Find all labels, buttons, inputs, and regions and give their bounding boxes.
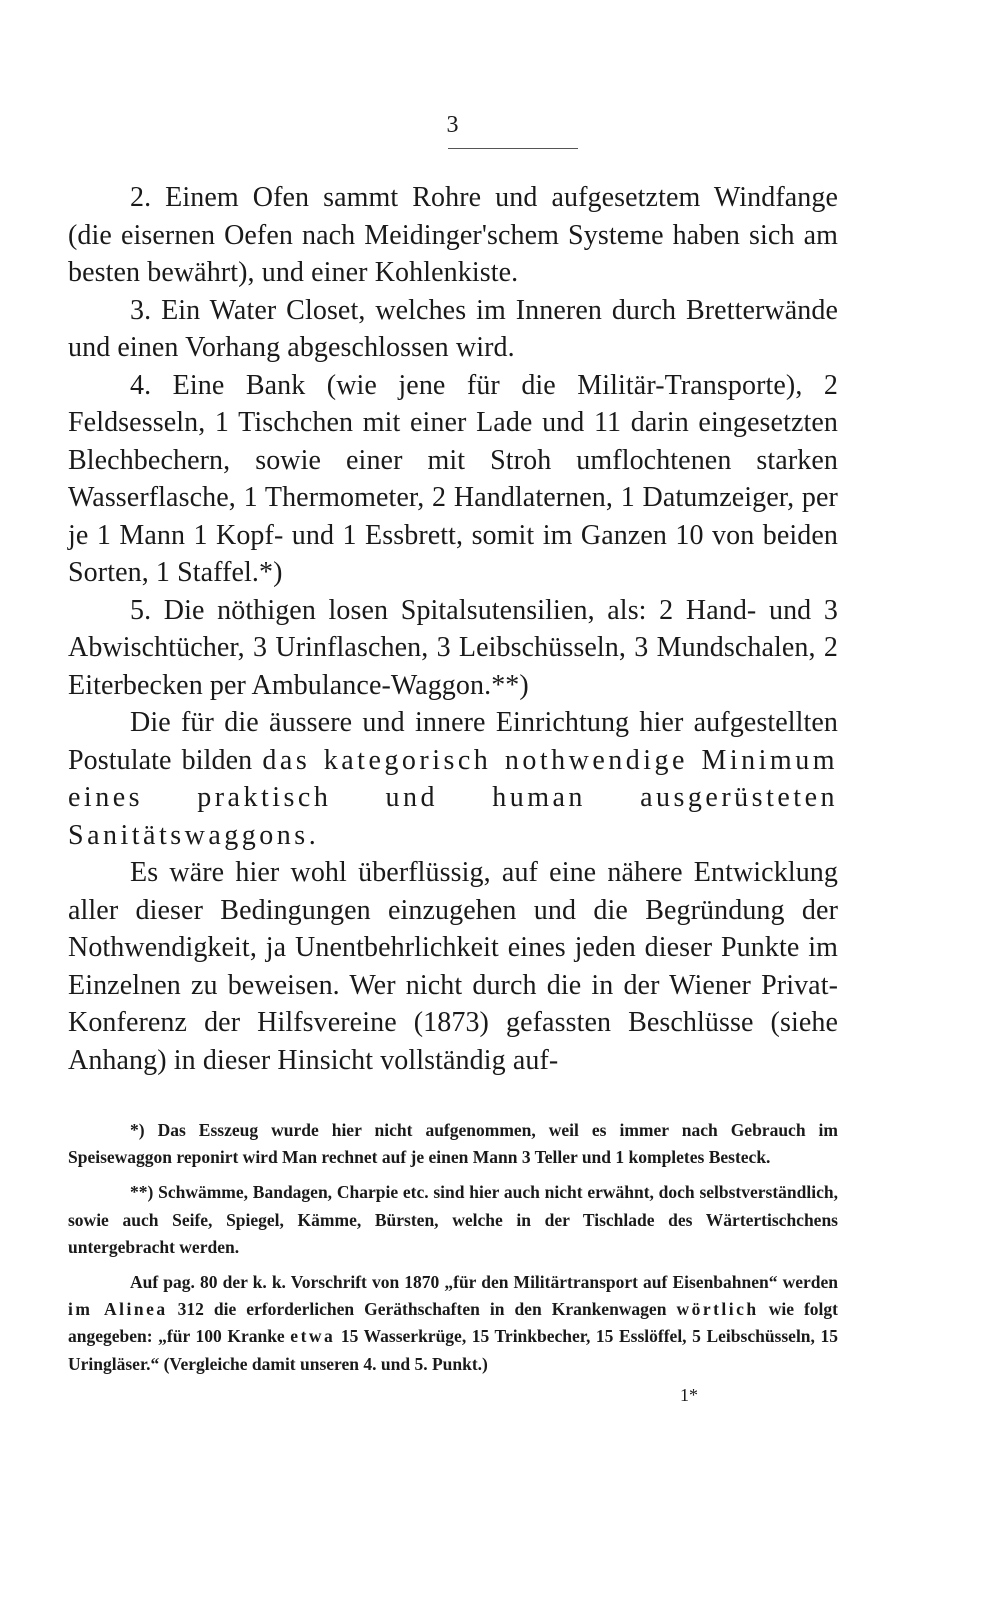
document-page [68, 110, 838, 1406]
footnote-3-emphasis-alinea: im Alinea [68, 1299, 168, 1320]
footnote-3-text-g: 15 Wasserkrüge, 15 Trinkbecher, 15 Esslöffel, 5 Leibschüsseln, 15 Uringläser.“ (Vergleiche damit unseren 4. und 5. Punkt.) [68, 1326, 838, 1374]
paragraph-conclusion: Es wäre hier wohl überflüssig, auf eine nähere Entwicklung aller dieser Bedingungen einzugehen und die Begründung der Nothwendigkeit, ja Unentbehrlichkeit eines jeden dieser Punkte im Einzelnen zu beweisen. Wer nicht durch die in der Wiener Privat-Konferenz der Hilfsvereine (1873) gefassten Beschlüsse (siehe Anhang) in dieser Hinsicht vollständig auf- [68, 857, 838, 1076]
page-number-rule [448, 148, 578, 149]
footnote-3-emphasis-woertlich: wörtlich [676, 1299, 759, 1320]
paragraph-item-4: 4. Eine Bank (wie jene für die Militär-Transporte), 2 Feldsesseln, 1 Tischchen mit einer Lade und 11 darin eingesetzten Blechbechern, sowie einer mit Stroh umflochtenen starken Wasserflasche, 1 Thermometer, 2 Handlaternen, 1 Datumzeiger, per je 1 Mann 1 Kopf- und 1 Essbrett, somit im Ganzen 10 von beiden Sorten, 1 Staffel.*) [68, 369, 838, 588]
postulates-text: Die für die äussere und innere Einrichtung hier aufgestellten Postulate bilden [68, 707, 838, 776]
postulates-emphasis: das kategorisch nothwendige Minimum eines praktisch und human ausgerüsteten Sanitätswaggons. [68, 744, 838, 851]
paragraph-item-2: 2. Einem Ofen sammt Rohre und aufgesetztem Windfange (die eisernen Oefen nach Meidinger'schem Systeme haben sich am besten bewährt), und einer Kohlenkiste. [68, 182, 838, 288]
paragraph-item-3: 3. Ein Water Closet, welches im Inneren durch Bretterwände und einen Vorhang abgeschlossen wird. [68, 294, 838, 363]
footnote-3-text-c: 312 die erforderlichen Geräthschaften in den Krankenwagen [167, 1299, 677, 1320]
footnotes [68, 1117, 838, 1378]
footnote-3-emphasis-etwa: etwa [290, 1326, 336, 1347]
paragraph-postulates [68, 704, 838, 854]
paragraph-item-5: 5. Die nöthigen losen Spitalsutensilien, als: 2 Hand- und 3 Abwischtücher, 3 Urinflaschen, 3 Leibschüsseln, 3 Mundschalen, 2 Eiterbecken per Ambulance-Waggon.**) [68, 594, 838, 701]
page-number: 3 [446, 112, 460, 138]
footnote-1: *) Das Esszeug wurde hier nicht aufgenommen, weil es immer nach Gebrauch im Speisewaggon reponirt wird Man rechnet auf je einen Mann 3 Teller und 1 kompletes Besteck. [68, 1120, 838, 1168]
main-text [68, 179, 838, 1079]
footnote-3 [68, 1269, 838, 1378]
footnote-3-text-e: wie folgt angegeben: „für 100 Kranke [68, 1299, 838, 1347]
footnote-3-text-a: Auf pag. 80 der k. k. Vorschrift von 1870 „für den Militärtransport auf Eisenbahnen“ werden [130, 1272, 838, 1293]
footnote-2: **) Schwämme, Bandagen, Charpie etc. sind hier auch nicht erwähnt, doch selbstverständlich, sowie auch Seife, Spiegel, Kämme, Bürsten, welche in der Tischlade des Wärtertischchens untergebracht werden. [68, 1182, 838, 1257]
sheet-signature: 1* [680, 1384, 698, 1405]
